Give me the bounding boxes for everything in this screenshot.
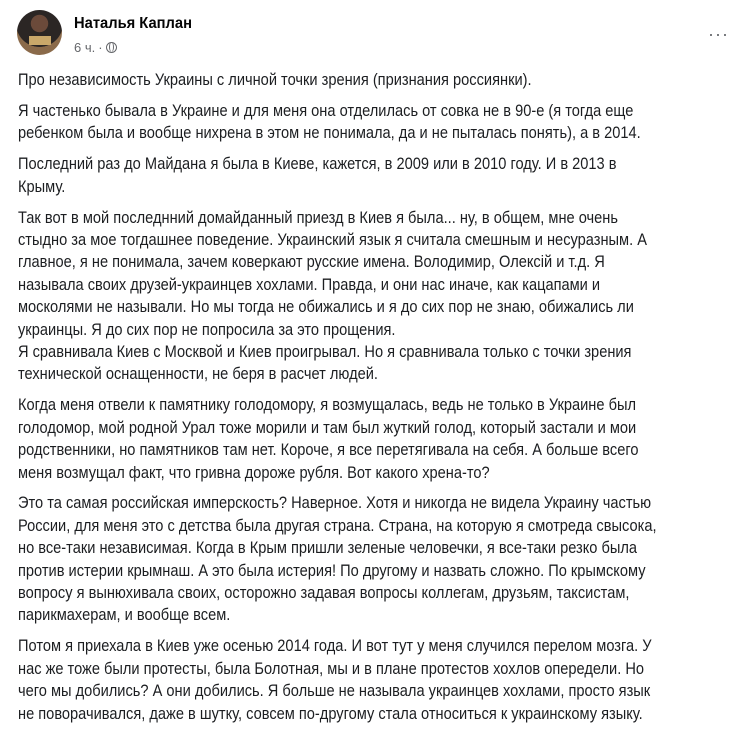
post-paragraph (18, 492, 740, 626)
meta-separator: · (98, 40, 103, 55)
globe-icon[interactable] (106, 42, 117, 53)
post-paragraph (18, 394, 740, 484)
text-line: нас же тоже были протесты, была Болотная, мы и в плане протестов хохлов опередели. Но (18, 658, 645, 678)
text-line: Крыму. (18, 176, 66, 196)
text-line: украинцы. Я до сих пор не попросила за это прощения. (18, 319, 396, 339)
text-line: голодомор, мой родной Урал тоже морили и там был жуткий голод, который застали и мои (18, 417, 637, 437)
post-paragraph (18, 69, 740, 91)
text-line: главное, я не понимала, зачем коверкают русские имена. Володимир, Олексій и т.д. Я (18, 252, 605, 272)
text-line: не поворачивался, даже в шутку, совсем по-другому стала относиться к украинскому языку. (18, 703, 643, 723)
text-line: России, для меня это с детства была другая страна. Страна, на которую я смотреда свысока, (18, 515, 657, 535)
text-line: Последний раз до Майдана я была в Киеве, кажется, в 2009 или в 2010 году. И в 2013 в (18, 154, 617, 174)
text-line: меня возмущал факт, что гривна дороже рубля. Вот какого хрена-то? (18, 462, 490, 482)
text-line: родственники, но памятников там нет. Короче, я все перетягивала на себя. А больше всего (18, 440, 639, 460)
post-paragraph (18, 100, 740, 145)
author-name[interactable]: Наталья Каплан (74, 15, 192, 32)
text-line: стыдно за мое тогдашнее поведение. Украинский язык я считала смешным и несуразным. А (18, 229, 647, 249)
author-avatar[interactable] (17, 10, 62, 55)
text-line: Потом я приехала в Киев уже осенью 2014 года. И вот тут у меня случился перелом мозга. У (18, 636, 652, 656)
text-line: парикмахерам, и вообще всем. (18, 605, 231, 625)
avatar-photo-detail (29, 36, 51, 45)
text-line: Я сравнивала Киев с Москвой и Киев проигрывал. Но я сравнивала только с точки зрения (18, 341, 632, 361)
text-line: Это та самая российская имперскость? Наверное. Хотя и никогда не видела Украину частью (18, 493, 652, 513)
post-paragraph (18, 153, 740, 198)
text-line: москолями не называли. Но мы тогда не обижались и я до сих пор не знаю, обижались ли (18, 297, 634, 317)
text-line: называла своих друзей-украинцев хохлами. Правда, и они нас иначе, как кацапами и (18, 274, 601, 294)
post-meta (74, 40, 117, 55)
post-time[interactable]: 6 ч. (74, 40, 96, 55)
text-line: против истерии крымнаш. А это была истерия! По другому и назвать сложно. По крымскому (18, 560, 646, 580)
text-line: Про независимость Украины с личной точки зрения (признания россиянки). (18, 70, 532, 89)
text-line: но все-таки независимая. Когда в Крым пришли зеленые человечки, я все-таки резко была (18, 538, 638, 558)
text-line: технической оснащенности, не беря в расчет людей. (18, 364, 378, 384)
more-options-icon[interactable]: ··· (708, 24, 729, 44)
text-line: вопросу я вынюхивала своих, осторожно задавая вопросы коллегам, друзьям, таксистам, (18, 583, 630, 603)
post-text (18, 69, 740, 733)
text-line: Так вот в мой последнний домайданный приезд в Киев я была... ну, в общем, мне очень (18, 207, 618, 227)
text-line: Я частенько бывала в Украине и для меня она отделилась от совка не в 90-е (я тогда еще (18, 100, 634, 120)
text-line: чего мы добились? А они добились. Я больше не называла украинцев хохлами, просто язык (18, 681, 651, 701)
text-line: Когда меня отвели к памятнику голодомору, я возмущалась, ведь не только в Украине был (18, 395, 636, 415)
post-paragraph (18, 635, 740, 725)
text-line: ребенком была и вообще нихрена в этом не понимала, да и не пыталась понять), а в 2014. (18, 123, 641, 143)
post-paragraph (18, 207, 740, 386)
